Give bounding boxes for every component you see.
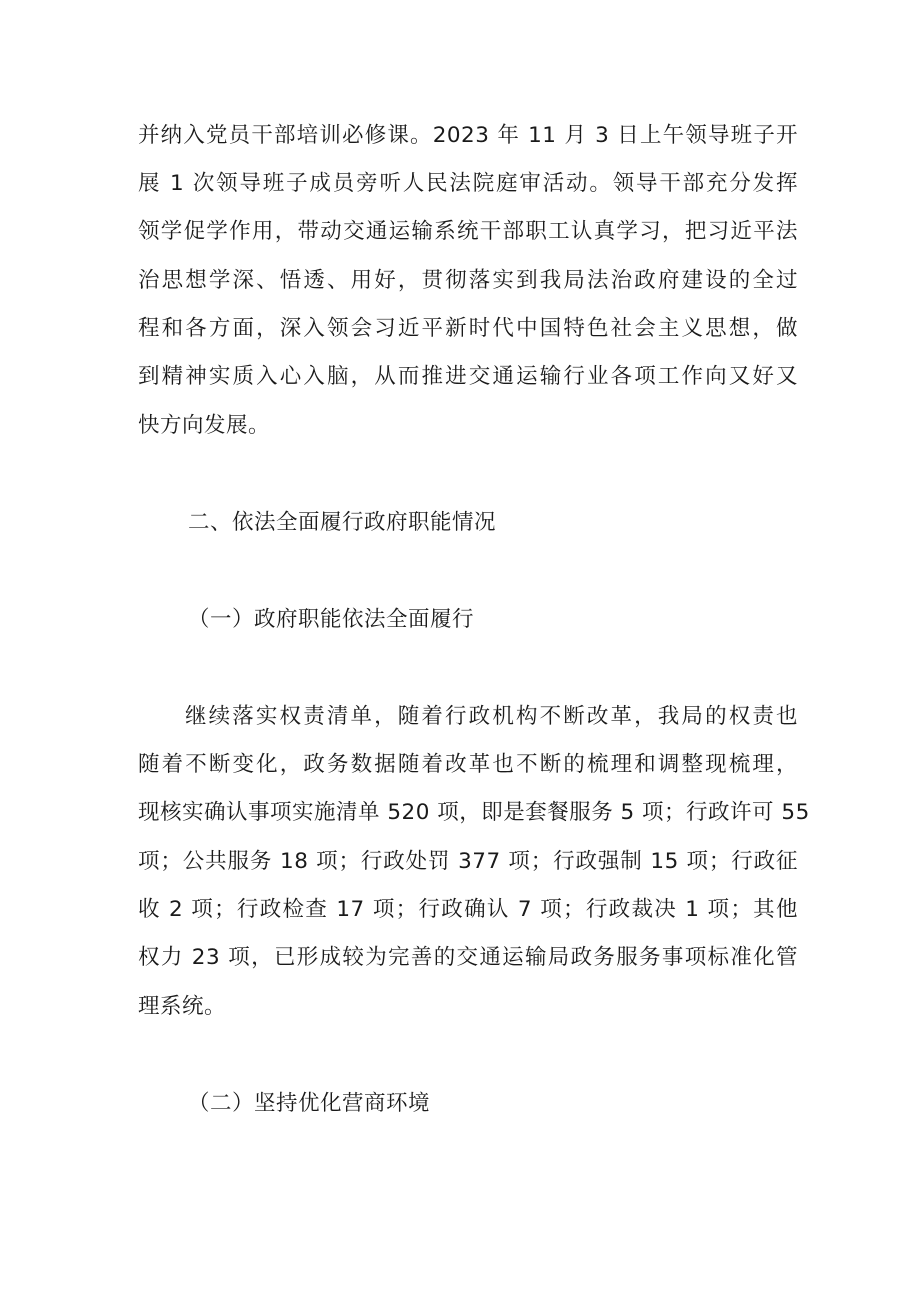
text-line: 理系统。 [138,994,227,1019]
subsection-heading: （一）政府职能依法全面履行 [188,607,475,632]
text-line: 展 1 次领导班子成员旁听人民法院庭审活动。领导干部充分发挥 [138,171,798,196]
text-line: 治思想学深、悟透、用好，贯彻落实到我局法治政府建设的全过 [138,268,798,293]
text-line: 领学促学作用，带动交通运输系统干部职工认真学习，把习近平法 [138,219,798,244]
text-line: 收 2 项；行政检查 17 项；行政确认 7 项；行政裁决 1 项；其他 [138,897,798,922]
text-line: 继续落实权责清单，随着行政机构不断改革，我局的权责也 [185,704,798,729]
text-line: 项；公共服务 18 项；行政处罚 377 项；行政强制 15 项；行政征 [138,849,798,874]
text-line: 随着不断变化，政务数据随着改革也不断的梳理和调整现梳理， [138,752,798,777]
text-line: 到精神实质入心入脑，从而推进交通运输行业各项工作向又好又 [138,364,798,389]
text-line: 现核实确认事项实施清单 520 项，即是套餐服务 5 项；行政许可 55 [138,800,810,825]
text-line: 并纳入党员干部培训必修课。2023 年 11 月 3 日上午领导班子开 [138,123,798,148]
text-line: 快方向发展。 [138,413,271,438]
text-line: 程和各方面，深入领会习近平新时代中国特色社会主义思想，做 [138,316,798,341]
text-line: 权力 23 项，已形成较为完善的交通运输局政务服务事项标准化管 [138,945,798,970]
subsection-heading: （二）坚持优化营商环境 [188,1091,431,1116]
section-heading: 二、依法全面履行政府职能情况 [188,510,497,535]
